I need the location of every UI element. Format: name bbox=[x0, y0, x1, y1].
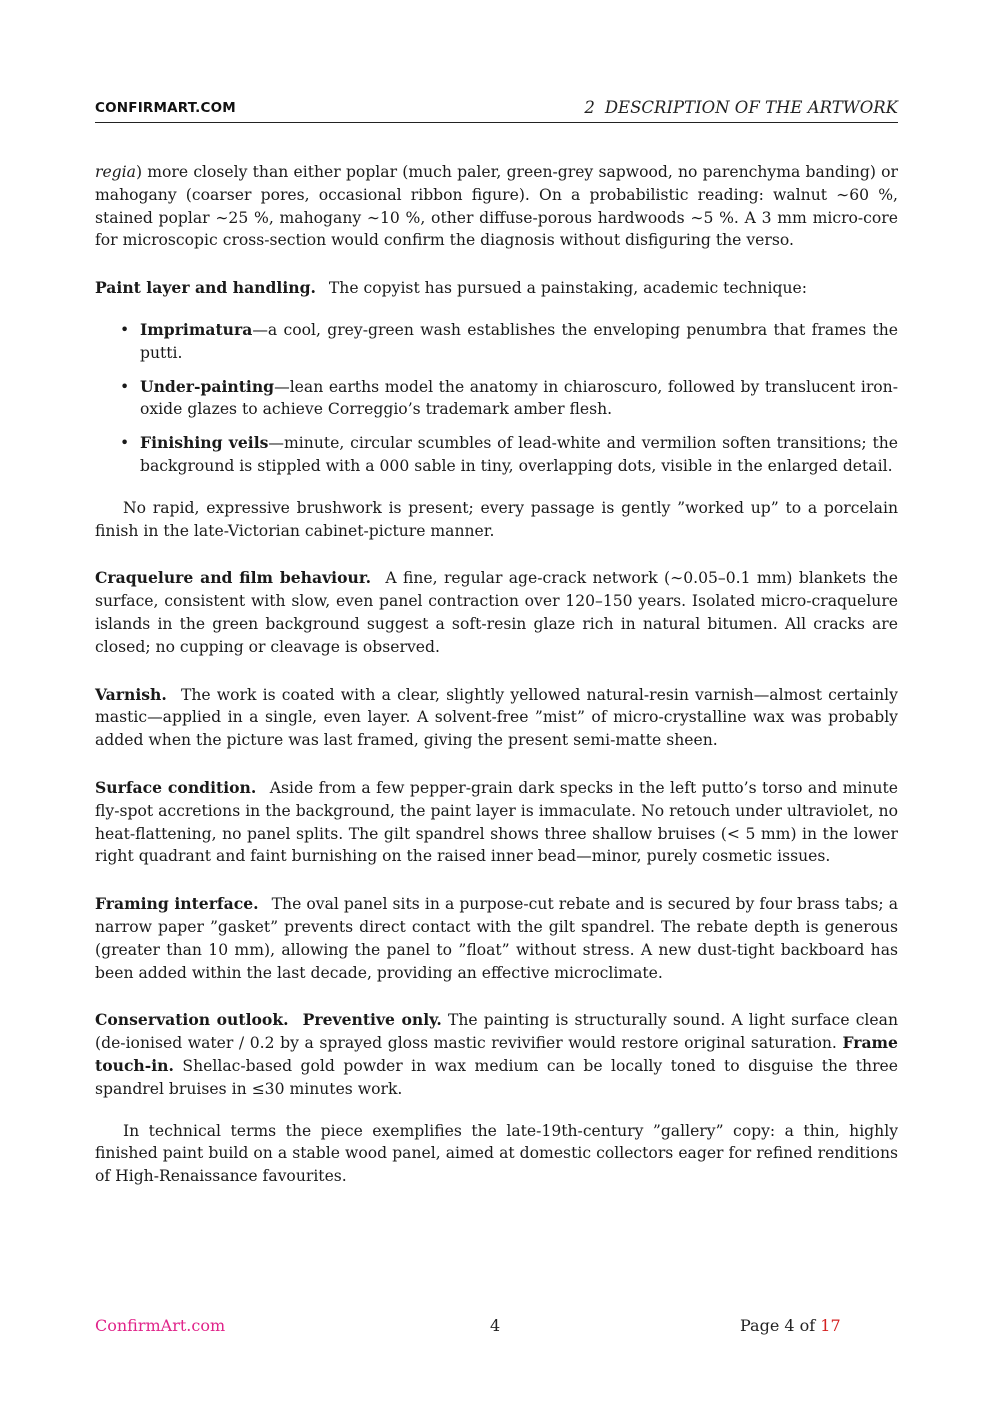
surface-paragraph bbox=[95, 777, 898, 868]
framing-text: The oval panel sits in a purpose-cut rebate and is secured by four brass tabs; a narrow paper ”gasket” prevents direct contact with the gilt spandrel. The rebate depth is generous (greater than 10 mm), allowing the panel to ”float” without stress. A new dust-tight backboard has been added within the last decade, providing an effective microclimate. bbox=[95, 895, 899, 982]
intro-paragraph bbox=[95, 161, 898, 252]
framing-heading: Framing interface. bbox=[95, 894, 259, 914]
footer-total-pages-link[interactable]: 17 bbox=[820, 1316, 841, 1335]
paint-layer-heading: Paint layer and handling. bbox=[95, 278, 316, 298]
surface-heading: Surface condition. bbox=[95, 777, 257, 797]
confirmart-logo: CONFIRMART.COM bbox=[95, 100, 236, 116]
surface-text: Aside from a few pepper-grain dark specks in the left putto’s torso and minute fly-spot accretions in the background, the paint layer is immaculate. No retouch under ultraviolet, no heat-flattening, no panel splits. The gilt spandrel shows three shallow bruises (< 5 mm) in the lower right quadrant and faint burnishing on the raised inner bead—minor, purely cosmetic issues. bbox=[95, 778, 898, 866]
bullet-term: Imprimatura bbox=[140, 319, 253, 339]
conservation-sub-touchin: Frame touch-in. bbox=[95, 1033, 898, 1075]
brushwork-paragraph: No rapid, expressive brushwork is present; every passage is gently ”worked up” to a porcelain finish in the late-Victorian cabinet-picture manner. bbox=[95, 498, 898, 540]
intro-text: ) more closely than either poplar (much paler, green-grey sapwood, no parenchyma banding) or mahogany (coarser pores, occasional ribbon figure). On a probabilistic reading: walnut ∼60 %, stained poplar ∼25 %, mahogany ∼10 %, other diffuse-porous hardwoods ∼5 %. A 3 mm micro-core for microscopic cross-section would confirm the diagnosis without disfiguring the verso. bbox=[95, 163, 898, 250]
conservation-text-2: Shellac-based gold powder in wax medium can be locally toned to disguise the three spandrel bruises in ≤30 minutes work. bbox=[95, 1056, 898, 1098]
bullet-text: —minute, circular scumbles of lead-white and vermilion soften transitions; the background is stippled with a 000 sable in tiny, overlapping dots, visible in the enlarged detail. bbox=[140, 434, 898, 475]
varnish-heading: Varnish. bbox=[95, 684, 167, 704]
list-item bbox=[95, 319, 898, 365]
craquelure-paragraph bbox=[95, 567, 898, 658]
conservation-sub-preventive: Preventive only. bbox=[302, 1010, 442, 1030]
paint-layer-text: The copyist has pursued a painstaking, academic technique: bbox=[328, 279, 807, 298]
framing-paragraph bbox=[95, 893, 898, 984]
footer-page-label: Page 4 of bbox=[740, 1316, 816, 1335]
closing-paragraph: In technical terms the piece exemplifies the late-19th-century ”gallery” copy: a thin, highly finished paint build on a stable wood panel, aimed at domestic collectors eager for refined renditions of High-Renaissance favourites. bbox=[95, 1121, 898, 1186]
page-body bbox=[95, 161, 898, 1188]
intro-italic-term: regia bbox=[95, 163, 136, 181]
bullet-text: —lean earths model the anatomy in chiaroscuro, followed by translucent iron-oxide glazes to achieve Correggio’s trademark amber flesh. bbox=[140, 377, 898, 419]
conservation-text-1: The painting is structurally sound. A light surface clean (de-ionised water / 0.2 by a sprayed gloss mastic revivifier would restore original saturation. bbox=[95, 1011, 898, 1053]
running-header bbox=[95, 98, 898, 123]
conservation-paragraph bbox=[95, 1009, 898, 1100]
section-title-text: DESCRIPTION OF THE ARTWORK bbox=[604, 98, 898, 117]
craquelure-text: A fine, regular age-crack network (∼0.05–0.1 mm) blankets the surface, consistent with slow, even panel contraction over 120–150 years. Isolated micro-craquelure islands in the green background suggest a soft-resin glaze rich in natural bitumen. All cracks are closed; no cupping or cleavage is observed. bbox=[95, 569, 898, 656]
list-item bbox=[95, 432, 898, 478]
list-item bbox=[95, 376, 898, 422]
bullet-text: —a cool, grey-green wash establishes the enveloping penumbra that frames the putti. bbox=[140, 320, 898, 362]
footer-site-link[interactable]: ConfirmArt.com bbox=[95, 1316, 226, 1335]
technique-list bbox=[95, 319, 898, 478]
varnish-paragraph bbox=[95, 684, 898, 752]
footer-page-count bbox=[740, 1316, 841, 1335]
page-footer bbox=[0, 1316, 993, 1340]
paint-layer-paragraph bbox=[95, 277, 898, 300]
conservation-heading: Conservation outlook. bbox=[95, 1010, 289, 1030]
bullet-term: Finishing veils bbox=[140, 433, 269, 453]
footer-page-number: 4 bbox=[490, 1316, 501, 1335]
bullet-term: Under-painting bbox=[140, 376, 275, 396]
varnish-text: The work is coated with a clear, slightly yellowed natural-resin varnish—almost certainly mastic—applied in a single, even layer. A solvent-free ”mist” of micro-crystalline wax was probably added when the picture was last framed, giving the present semi-matte sheen. bbox=[95, 685, 898, 750]
section-number: 2 bbox=[584, 98, 595, 117]
craquelure-heading: Craquelure and film behaviour. bbox=[95, 568, 372, 588]
section-title bbox=[584, 98, 898, 117]
